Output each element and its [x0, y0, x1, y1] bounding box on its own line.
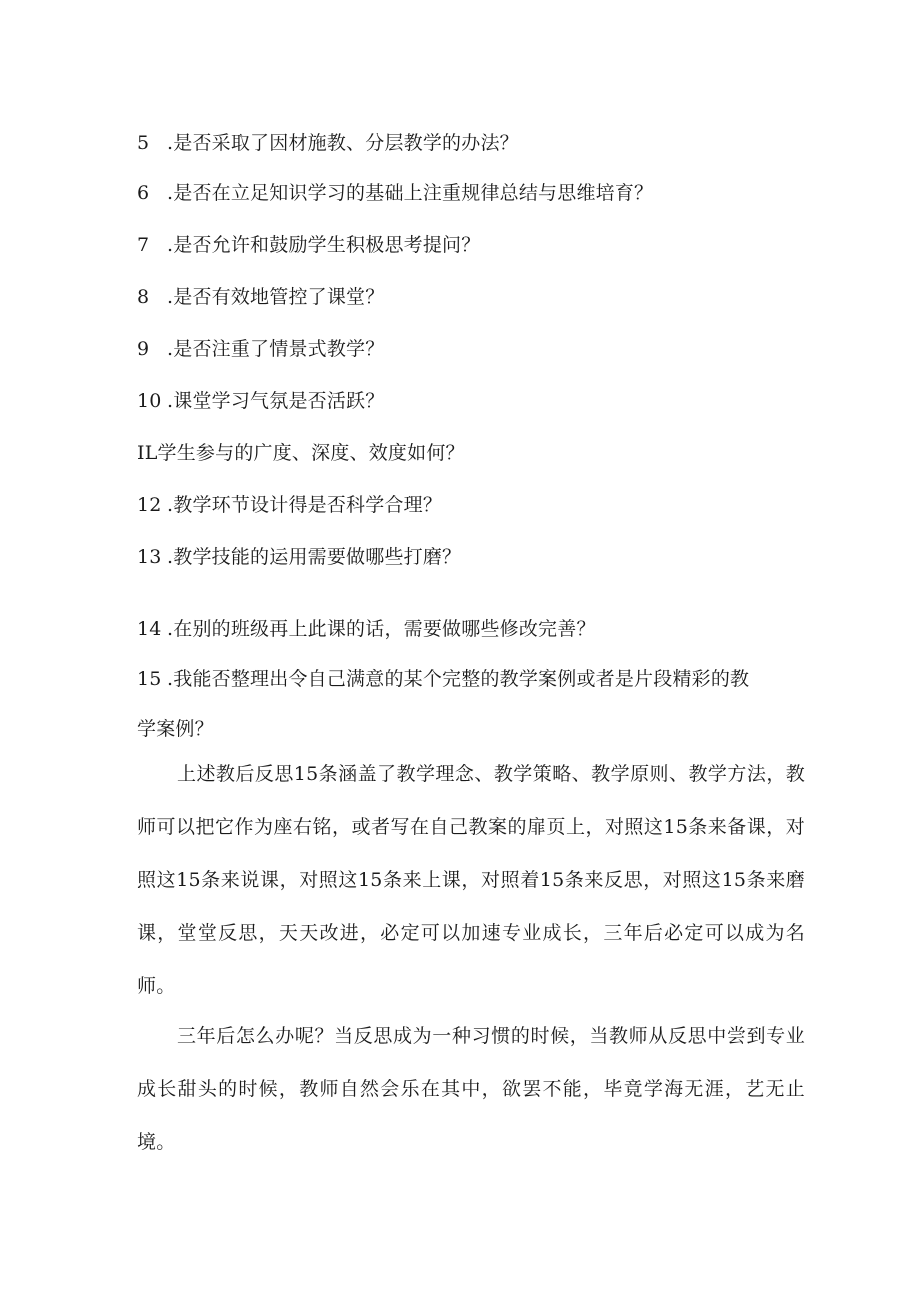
question-text: .我能否整理出令自己满意的某个完整的教学案例或者是片段精彩的教: [167, 668, 750, 690]
question-text: .是否有效地管控了课堂？: [167, 286, 385, 308]
question-item: [137, 130, 519, 156]
question-text: 学案例？: [137, 718, 214, 740]
question-text: .是否采取了因材施教、分层教学的办法？: [167, 132, 519, 154]
question-number: IL: [137, 442, 158, 464]
question-number: 8: [137, 286, 150, 308]
body-paragraph: 三年后怎么办呢？当反思成为一种习惯的时候，当教师从反思中尝到专业成长甜头的时候，教师自然会乐在其中，欲罢不能，毕竟学海无涯，艺无止境。: [137, 1025, 805, 1153]
question-number: 6: [137, 182, 150, 204]
question-item: [137, 616, 596, 642]
question-text: .教学环节设计得是否科学合理？: [167, 494, 443, 516]
body-paragraph: 上述教后反思15条涵盖了教学理念、教学策略、教学原则、教学方法，教师可以把它作为座右铭，或者写在自己教案的扉页上，对照这15条来备课，对照这15条来说课，对照这15条来上课，对照着15条来反思，对照这15条来磨课，堂堂反思，天天改进，必定可以加速专业成长，三年后必定可以成为名师。: [137, 763, 805, 997]
question-number: 5: [137, 132, 150, 154]
question-item: [137, 336, 384, 362]
question-continuation: [137, 716, 214, 742]
question-text: .是否允许和鼓励学生积极思考提问？: [167, 234, 481, 256]
question-item: [137, 180, 653, 206]
question-number: 9: [137, 338, 150, 360]
question-item: [137, 284, 384, 310]
question-item: [137, 232, 480, 258]
question-item: [137, 440, 465, 466]
question-text: .教学技能的运用需要做哪些打磨？: [167, 546, 462, 568]
question-number: 14: [137, 618, 162, 640]
question-item: [137, 544, 461, 570]
question-number: 10: [137, 390, 162, 412]
question-item: [137, 492, 442, 518]
question-text: .是否在立足知识学习的基础上注重规律总结与思维培育？: [167, 182, 654, 204]
question-item: [137, 666, 749, 692]
question-text: 学生参与的广度、深度、效度如何？: [157, 442, 465, 464]
question-item: [137, 388, 384, 414]
question-number: 7: [137, 234, 150, 256]
question-number: 15: [137, 668, 162, 690]
question-text: .是否注重了情景式教学？: [167, 338, 385, 360]
question-number: 12: [137, 494, 162, 516]
question-text: .在别的班级再上此课的话，需要做哪些修改完善？: [167, 618, 596, 640]
question-number: 13: [137, 546, 162, 568]
question-text: .课堂学习气氛是否活跃？: [167, 390, 385, 412]
